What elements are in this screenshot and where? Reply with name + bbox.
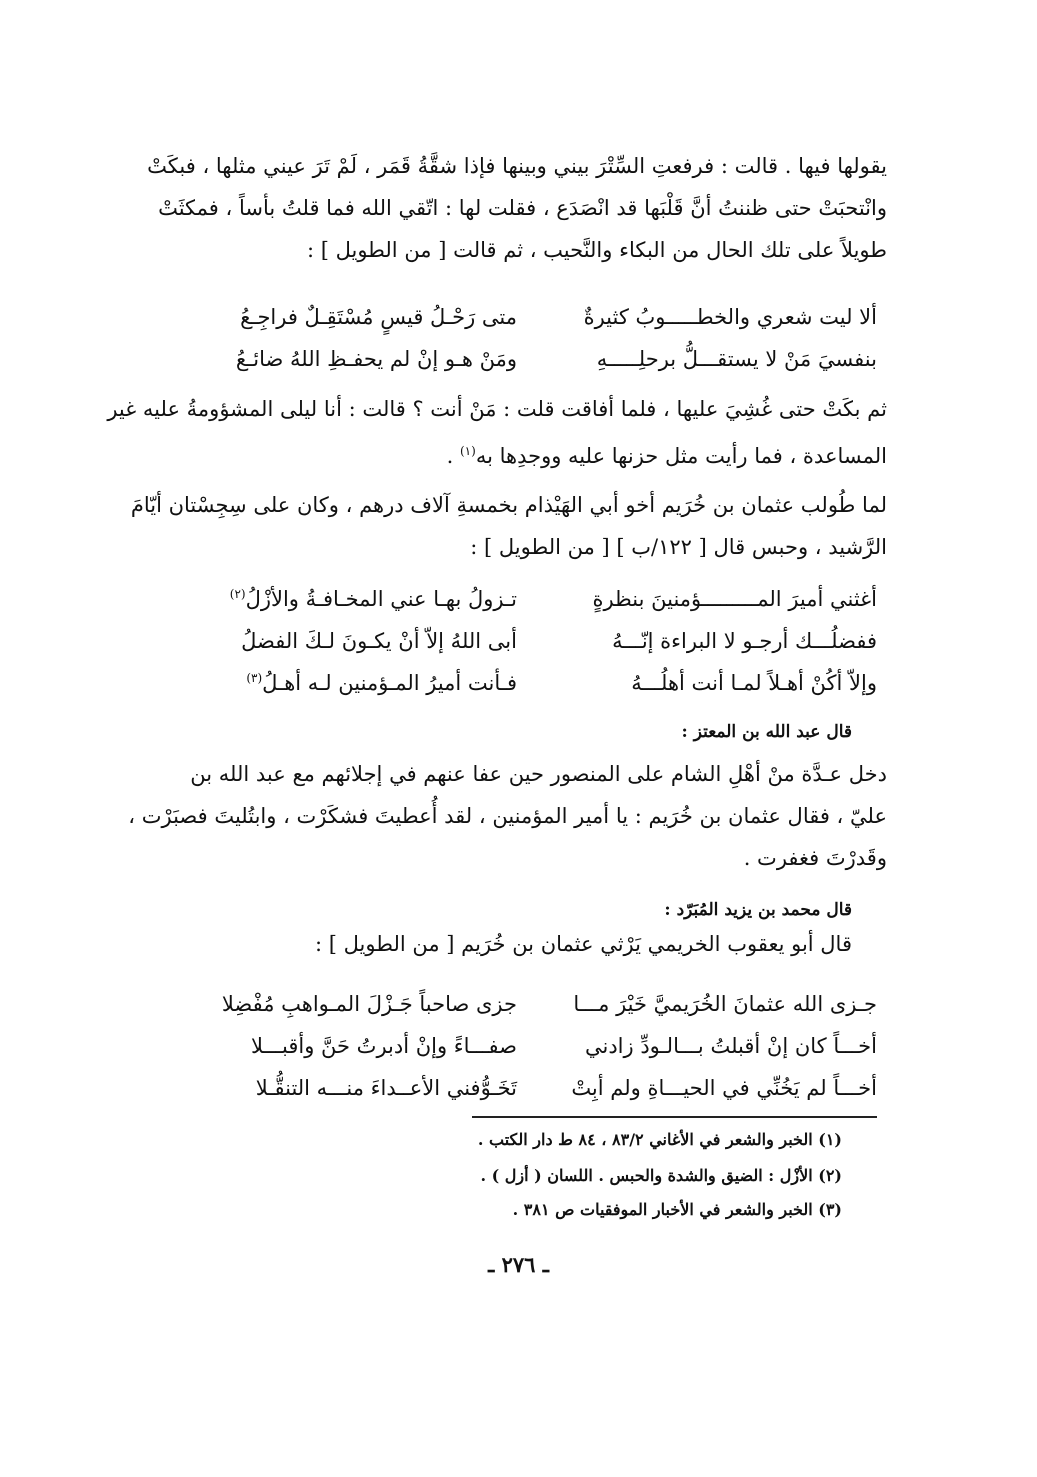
footnote-ref: (١) <box>459 444 476 458</box>
text-line: عليّ ، فقال عثمان بن خُرَيم : يا أمير المؤمنين ، لقد أُعطيتَ فشكَرْت ، وابتُليتَ فصبَرْت ، <box>128 804 887 828</box>
text-line: وقَدرْتَ فغفرت . <box>743 846 887 870</box>
text-span: تـزولُ بهـا عني المخـافـةُ والأزْلُ <box>245 587 517 611</box>
second-hemistich: تَخَـوُّفني الأعــداءَ منـــه التنقُّـلا <box>255 1076 517 1100</box>
footnote-ref: (٣) <box>246 671 263 685</box>
text-span: فـأنت أميرُ المـؤمنين لـه أهـلُ <box>262 671 517 695</box>
paragraph-1 <box>147 145 887 271</box>
first-hemistich: أخـــاً لم يَخُنِّي في الحيـــاةِ ولم أبِتْ <box>571 1076 877 1100</box>
poem-3 <box>197 983 877 1109</box>
footnote: (٣) الخبر والشعر في الأخبار الموفقيات ص ٣٨١ . <box>512 1200 842 1219</box>
footnote: (١) الخبر والشعر في الأغاني ٨٣/٢ ، ٨٤ ط دار الكتب . <box>477 1130 842 1149</box>
paragraph-4 <box>128 753 887 879</box>
first-hemistich: ففضلُـــك أرجـو لا البراءة إنّـــهُ <box>612 629 877 653</box>
narrator-heading: قال عبد الله بن المعتز : <box>681 722 852 742</box>
footnote-ref: (٢) <box>229 587 246 601</box>
intro-line: قال أبو يعقوب الخريمي يَرْثي عثمان بن خُرَيم [ من الطويل ] : <box>315 932 852 956</box>
text-line <box>187 430 887 477</box>
text-line: الرَّشيد ، وحبس قال [ ١٢٢/ب ] [ من الطويل ] : <box>470 535 887 559</box>
first-hemistich: أخـــاً كان إنْ أقبلتُ بـــالـودِّ زادني <box>584 1034 877 1058</box>
second-hemistich: ومَنْ هـو إنْ لم يحفـظِ اللهُ ضائـعُ <box>235 347 517 371</box>
text-span: . <box>446 444 460 468</box>
first-hemistich: جـزى الله عثمانَ الخُرَيميَّ خَيْرَ مـــا <box>573 992 877 1016</box>
first-hemistich: أغثني أميرَ المـــــــــؤمنينَ بنظرةٍ <box>592 587 877 611</box>
first-hemistich: بنفسيَ مَنْ لا يستقـــلُّ برحلِـــــهِ <box>596 347 877 371</box>
verse-line <box>197 578 877 620</box>
text-line: طويلاً على تلك الحال من البكاء والنَّحيب ، ثم قالت [ من الطويل ] : <box>306 238 887 262</box>
text-line: وانْتحبَتْ حتى ظننتُ أنَّ قَلْبَها قد انْصَدَع ، فقلت لها : اتّقي الله فما قلتُ بأساً ، فمكثَتْ <box>158 196 887 220</box>
first-hemistich: وإلاّ أكُنْ أهـلاً لمـا أنت أهلُـــهُ <box>631 671 877 695</box>
narrator-heading: قال محمد بن يزيد المُبَرّد : <box>664 900 852 920</box>
verse-line <box>197 1067 877 1109</box>
text-line: يقولها فيها . قالت : فرفعتِ السِّتْرَ بيني وبينها فإذا شقَّةُ قَمَر ، لَمْ تَرَ عيني مثلها ، فبكَتْ <box>147 154 887 178</box>
verse-line <box>197 662 877 704</box>
text-line: دخل عـدَّة منْ أهْلِ الشام على المنصور حين عفا عنهم في إجلائهم مع عبد الله بن <box>190 762 887 786</box>
second-hemistich: صفـــاءً وإنْ أدبرتُ حَنَّ وأقبـــلا <box>251 1034 517 1058</box>
poem-1 <box>197 296 877 380</box>
second-hemistich <box>197 587 517 611</box>
verse-line <box>197 296 877 338</box>
verse-line <box>197 620 877 662</box>
paragraph-2 <box>107 388 887 477</box>
footnote: (٢) الأزْل : الضيق والشدة والحبس . اللسان ( أزل ) . <box>480 1166 842 1185</box>
second-hemistich: جزى صاحباً جَـزْلَ المـواهبِ مُفْضِلا <box>221 992 517 1016</box>
second-hemistich: أبى اللهُ إلاّ أنْ يكـونَ لـكَ الفضلُ <box>241 629 517 653</box>
second-hemistich <box>197 671 517 695</box>
first-hemistich: ألا ليت شعري والخطـــــوبُ كثيرةٌ <box>583 305 877 329</box>
footnote-divider <box>472 1116 877 1118</box>
page-number: ـ ٢٧٦ ـ <box>488 1252 549 1277</box>
text-line: لما طُولب عثمان بن خُرَيم أخو أبي الهَيْذام بخمسةِ آلاف درهم ، وكان على سِجِسْتان أيّامَ <box>130 493 887 517</box>
paragraph-3 <box>130 484 887 568</box>
verse-line <box>197 1025 877 1067</box>
verse-line <box>197 983 877 1025</box>
text-span: المساعدة ، فما رأيت مثل حزنها عليه ووجدِها به <box>475 444 887 468</box>
poem-2 <box>197 578 877 704</box>
verse-line <box>197 338 877 380</box>
text-line: ثم بكَتْ حتى غُشِيَ عليها ، فلما أفاقت قلت : مَنْ أنت ؟ قالت : أنا ليلى المشؤومةُ عليه غير <box>107 397 887 421</box>
second-hemistich: متى رَحْـلُ قيسٍ مُسْتَقِـلٌ فراجِـعُ <box>240 305 517 329</box>
